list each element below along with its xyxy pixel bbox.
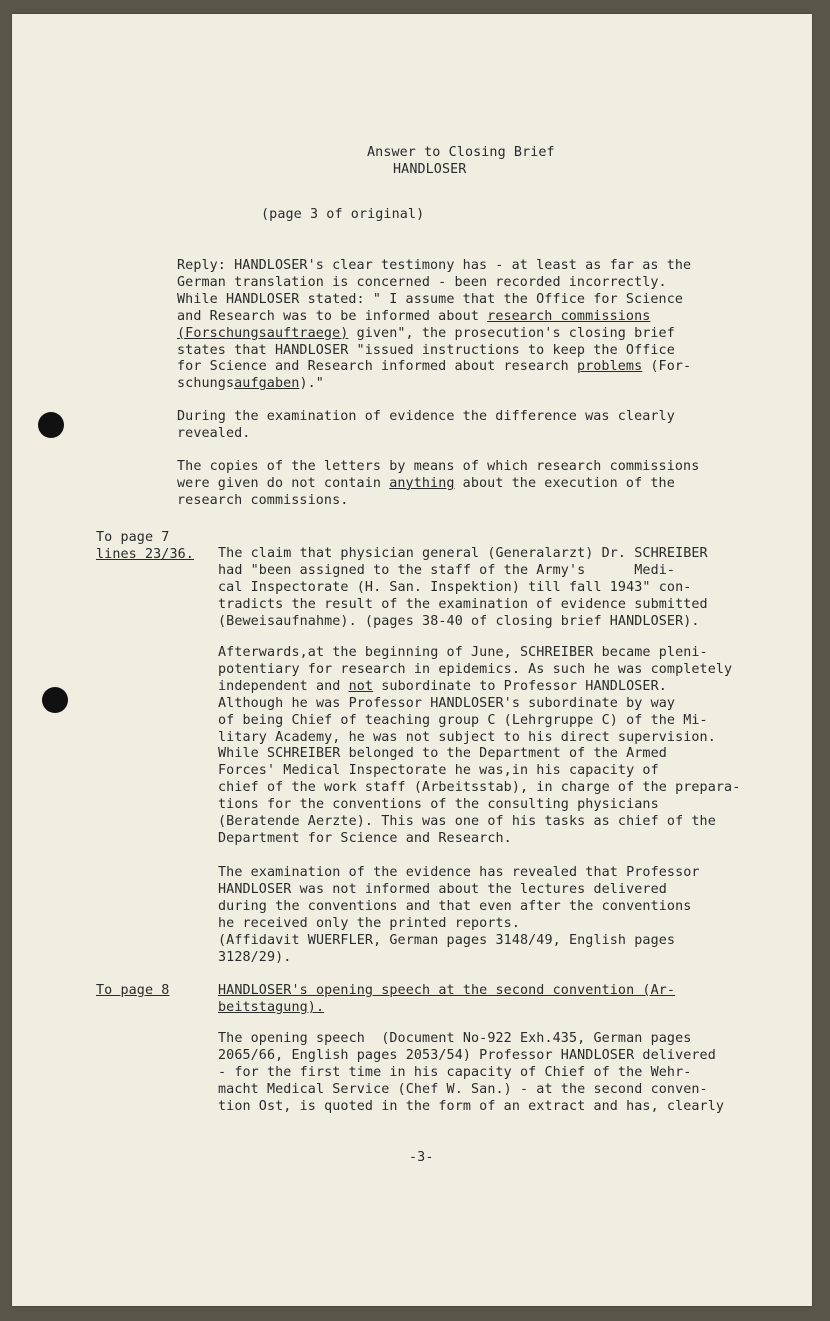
- text-line: Although he was Professor HANDLOSER's subordinate by way: [218, 695, 676, 711]
- text-line: Reply: HANDLOSER's clear testimony has - at least as far as the: [177, 258, 692, 273]
- reply-paragraph: [177, 258, 691, 393]
- copies-paragraph: [177, 459, 699, 510]
- text-line: While SCHREIBER belonged to the Department of the Armed: [218, 746, 667, 762]
- evidence-paragraph: [177, 409, 675, 443]
- text-line: (Beratende Aerzte). This was one of his tasks as chief of the: [218, 814, 716, 830]
- text-line: schungsaufgaben).": [177, 376, 324, 392]
- text-line: and Research was to be informed about research commissions: [177, 308, 651, 324]
- text-line: he received only the printed reports.: [218, 915, 520, 931]
- punch-hole-bottom: [42, 687, 68, 713]
- margin-label-page8: To page 8: [96, 983, 170, 998]
- text-line: (Forschungsauftraege) given", the prosecution's closing brief: [177, 325, 675, 341]
- text-line: states that HANDLOSER "issued instructions to keep the Office: [177, 342, 675, 358]
- page8-heading: [218, 983, 675, 1017]
- text-line: of being Chief of teaching group C (Lehrgruppe C) of the Mi-: [218, 712, 708, 728]
- heading-line: HANDLOSER's opening speech at the second convention (Ar-: [218, 983, 676, 998]
- text-line: (Beweisaufnahme). (pages 38-40 of closing brief HANDLOSER).: [218, 613, 700, 629]
- page7-paragraph-3: [218, 865, 700, 966]
- page8-paragraph-1: [218, 1031, 724, 1116]
- punch-hole-top: [38, 412, 64, 438]
- text-line: Department for Science and Research.: [218, 830, 512, 846]
- text-line: Afterwards,at the beginning of June, SCHREIBER became pleni-: [218, 645, 708, 660]
- text-line: tion Ost, is quoted in the form of an extract and has, clearly: [218, 1098, 725, 1114]
- underlined-term: research commissions: [487, 308, 651, 324]
- text-line: chief of the work staff (Arbeitsstab), in charge of the prepara-: [218, 780, 741, 796]
- underlined-term: not: [348, 678, 374, 694]
- heading-line: beitstagung).: [218, 999, 325, 1015]
- text-line: had "been assigned to the staff of the Army's Medi-: [218, 562, 676, 578]
- text-line: The opening speech (Document No-922 Exh.435, German pages: [218, 1031, 692, 1046]
- text-line: potentiary for research in epidemics. As such he was completely: [218, 661, 733, 677]
- text-line: litary Academy, he was not subject to his direct supervision.: [218, 729, 716, 745]
- text-line: research commissions.: [177, 492, 349, 508]
- text-line: tions for the conventions of the consulting physicians: [218, 797, 659, 813]
- document-title: [367, 145, 555, 179]
- text-line: 2065/66, English pages 2053/54) Professor HANDLOSER delivered: [218, 1047, 716, 1063]
- text-line: 3128/29).: [218, 949, 292, 965]
- text-line: Forces' Medical Inspectorate he was,in his capacity of: [218, 763, 659, 779]
- text-line: for Science and Research informed about research problems (For-: [177, 359, 692, 375]
- text-line: - for the first time in his capacity of Chief of the Wehr-: [218, 1064, 692, 1080]
- underlined-term: problems: [576, 359, 643, 375]
- text-line: (Affidavit WUERFLER, German pages 3148/49, English pages: [218, 932, 676, 948]
- text-line: independent and not subordinate to Professor HANDLOSER.: [218, 678, 667, 694]
- text-line: The examination of the evidence has revealed that Professor: [218, 865, 700, 880]
- text-line: HANDLOSER was not informed about the lectures delivered: [218, 881, 667, 897]
- page7-paragraph-1: [218, 546, 708, 631]
- margin-label-page7: To page 7 lines 23/36.: [96, 530, 194, 562]
- text-line: revealed.: [177, 425, 251, 441]
- text-line: While HANDLOSER stated: " I assume that the Office for Science: [177, 291, 684, 307]
- text-line: cal Inspectorate (H. San. Inspektion) till fall 1943" con-: [218, 579, 692, 595]
- underlined-term: anything: [389, 475, 455, 491]
- text-line: macht Medical Service (Chef W. San.) - at the second conven-: [218, 1081, 708, 1097]
- text-line: The copies of the letters by means of which research commissions: [177, 459, 700, 474]
- title-line-1: Answer to Closing Brief: [367, 145, 555, 160]
- underlined-term: aufgaben: [234, 376, 300, 392]
- text-line: were given do not contain anything about the execution of the: [177, 475, 675, 491]
- text-line: During the examination of evidence the difference was clearly: [177, 409, 675, 424]
- text-line: The claim that physician general (Generalarzt) Dr. SCHREIBER: [218, 546, 708, 561]
- text-line: German translation is concerned - been recorded incorrectly.: [177, 274, 667, 290]
- text-line: during the conventions and that even after the conventions: [218, 898, 692, 914]
- document-page: [12, 14, 812, 1306]
- page-reference: (page 3 of original): [261, 207, 425, 222]
- text-line: tradicts the result of the examination of evidence submitted: [218, 596, 708, 612]
- page-number: -3-: [409, 1150, 434, 1165]
- underlined-term: (Forschungsauftraege): [177, 325, 349, 341]
- page7-paragraph-2: [218, 645, 740, 848]
- title-line-2: HANDLOSER: [393, 161, 467, 177]
